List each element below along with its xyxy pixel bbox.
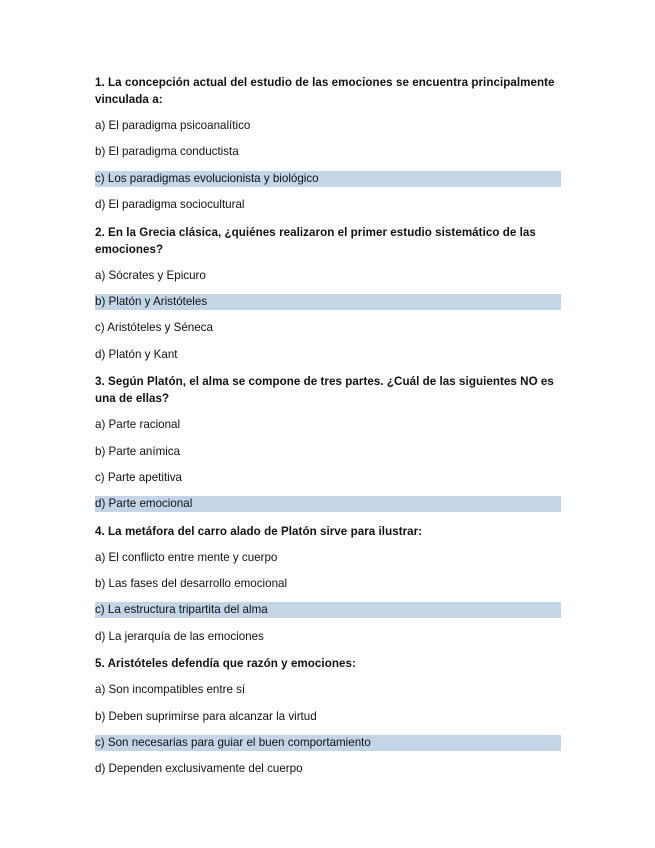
option-a: a) Sócrates y Epicuro [95, 268, 206, 282]
option-b-highlighted: b) Platón y Aristóteles [95, 294, 561, 310]
quiz-document [95, 74, 561, 788]
option-d: d) Dependen exclusivamente del cuerpo [95, 762, 303, 776]
question-text: 2. En la Grecia clásica, ¿quiénes realizaron el primer estudio sistemático de las emociones? [95, 225, 536, 256]
question-text: 1. La concepción actual del estudio de las emociones se encuentra principalmente vinculada a: [95, 76, 555, 106]
option-a: a) El paradigma psicoanalítico [95, 119, 251, 132]
option-b: b) Parte anímica [95, 444, 181, 458]
option-c-highlighted: c) La estructura tripartita del alma [95, 602, 561, 618]
option-a: a) El conflicto entre mente y cuerpo [95, 550, 278, 564]
option-d: d) Platón y Kant [95, 347, 178, 361]
option-b: b) Deben suprimirse para alcanzar la virtud [95, 709, 317, 723]
question-block-4 [95, 523, 561, 645]
question-block-1 [95, 74, 561, 213]
question-text: 3. Según Platón, el alma se compone de tres partes. ¿Cuál de las siguientes NO es una de ellas? [95, 375, 554, 406]
option-a: a) Son incompatibles entre sí [95, 683, 246, 697]
option-c: c) Aristóteles y Séneca [95, 321, 213, 335]
option-d-highlighted: d) Parte emocional [95, 496, 561, 512]
option-d: d) El paradigma sociocultural [95, 198, 245, 212]
question-text: 4. La metáfora del carro alado de Platón sirve para ilustrar: [95, 524, 423, 538]
option-b: b) El paradigma conductista [95, 145, 239, 159]
option-b: b) Las fases del desarrollo emocional [95, 577, 288, 591]
question-block-3 [95, 373, 561, 512]
question-block-5 [95, 655, 561, 777]
option-c-highlighted: c) Son necesarias para guiar el buen comportamiento [95, 735, 561, 751]
option-c: c) Parte apetitiva [95, 470, 182, 484]
question-block-2 [95, 224, 561, 363]
question-text: 5. Aristóteles defendía que razón y emociones: [95, 657, 356, 671]
option-c-highlighted: c) Los paradigmas evolucionista y biológico [95, 171, 561, 187]
option-d: d) La jerarquía de las emociones [95, 629, 264, 643]
option-a: a) Parte racional [95, 418, 181, 432]
